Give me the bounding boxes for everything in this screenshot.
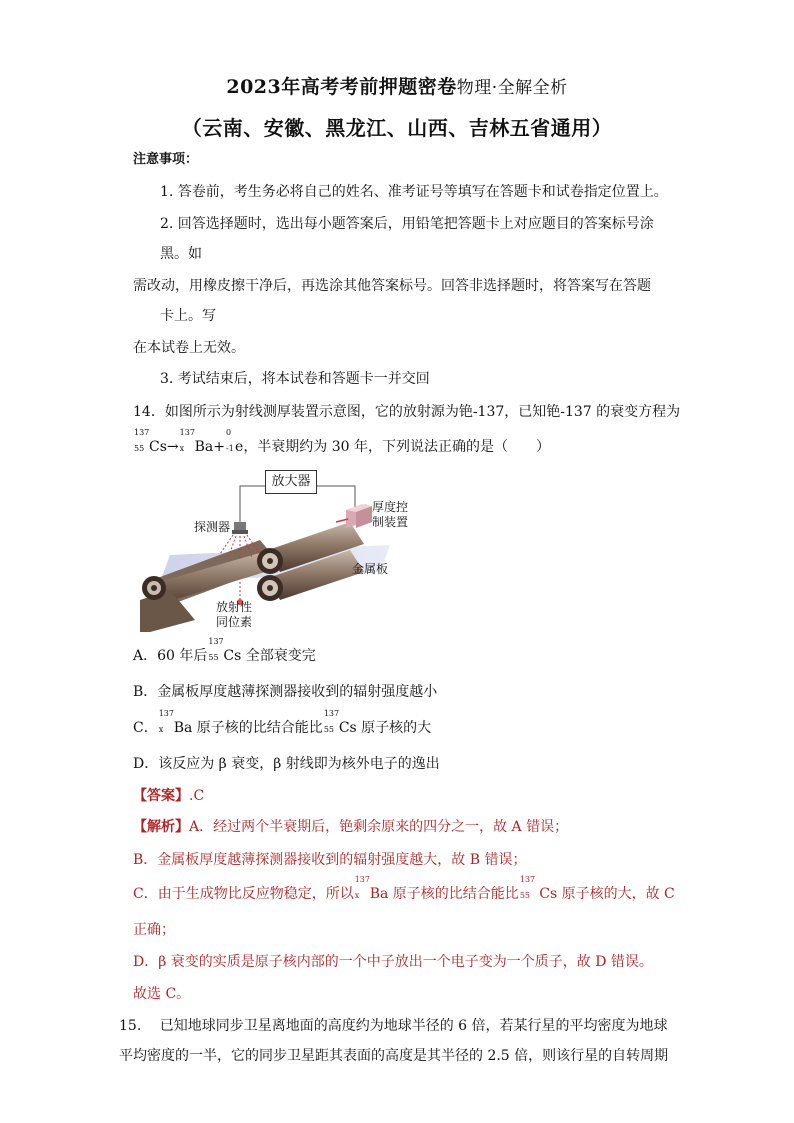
- source-label-1: 放射性: [216, 600, 253, 614]
- notice-item-3: 3. 考试结束后，将本试卷和答题卡一并交回: [160, 371, 430, 387]
- notice-item-2-cont2: 需改动，用橡皮擦干净后，再选涂其他答案标号。回答非选择题时，将答案写在答题: [133, 278, 651, 294]
- title-main: 2023年高考考前押题密卷: [226, 76, 457, 98]
- notice-item-2-cont3: 卡上。写: [160, 308, 216, 324]
- title-sub: 物理·全解全析: [456, 78, 568, 98]
- electron-symbol: 0 -1: [226, 428, 234, 453]
- option-c: C． 137 x Ba 原子核的比结合能比 137 55 Cs 原子核的大: [133, 709, 432, 736]
- cs-nuclide: 137 55: [134, 428, 150, 453]
- thickness-gauge-figure: [140, 460, 440, 640]
- notice-item-2-cont: 黑。如: [160, 246, 202, 262]
- analysis-b: B．金属板厚度越薄探测器接收到的辐射强度越大，故 B 错误；: [133, 852, 527, 868]
- q14-stem: 14．如图所示为射线测厚装置示意图，它的放射源为铯-137，已知铯-137 的衰变方程为: [133, 404, 681, 420]
- q15-line-1: 15. 已知地球同步卫星离地面的高度约为地球半径的 6 倍，若某行星的平均密度为地球: [119, 1018, 668, 1034]
- thickness-control-label-1: 厚度控: [372, 500, 409, 514]
- q15-line-2: 平均密度的一半，它的同步卫星距其表面的高度是其半径的 2.5 倍，则该行星的自转周期: [119, 1048, 669, 1064]
- amplifier-label: 放大器: [265, 470, 317, 494]
- source-label-2: 同位素: [216, 615, 253, 629]
- option-b: B．金属板厚度越薄探测器接收到的辐射强度越小: [133, 684, 438, 700]
- q14-equation: 137 55 Cs→ 137 x Ba+ 0 -1 e，半衰期约为 30 年，下列说法正确的是（ ）: [134, 428, 551, 455]
- metal-plate-label: 金属板: [352, 562, 389, 576]
- detector-label: 探测器: [194, 520, 231, 534]
- ba-nuclide: 137 x: [179, 428, 195, 453]
- answer: 【答案】.C: [133, 788, 205, 804]
- analysis-a: 【解析】A．经过两个半衰期后，铯剩余原来的四分之一，故 A 错误；: [133, 819, 569, 835]
- page-title: [0, 72, 794, 99]
- analysis-c-cont: 正确；: [133, 922, 175, 938]
- analysis-c: C．由于生成物比反应物稳定，所以 137 x Ba 原子核的比结合能比 137 55 Cs 原子核的大，故 C: [133, 875, 675, 902]
- notice-item-2-cont4: 在本试卷上无效。: [133, 340, 245, 356]
- option-d: D．该反应为 β 衰变，β 射线即为核外电子的逸出: [133, 756, 440, 772]
- notice-item-1: 1. 答卷前，考生务必将自己的姓名、准考证号等填写在答题卡和试卷指定位置上。: [160, 184, 668, 200]
- analysis-d: D．β 衰变的实质是原子核内部的一个中子放出一个电子变为一个质子，故 D 错误。: [133, 954, 653, 970]
- thickness-control-label-2: 制装置: [372, 515, 409, 529]
- notice-heading: 注意事项：: [133, 152, 199, 167]
- option-a: A．60 年后 137 55 Cs 全部衰变完: [133, 637, 316, 664]
- page-subtitle: （云南、安徽、黑龙江、山西、吉林五省通用）: [181, 116, 613, 140]
- conclusion: 故选 C。: [133, 986, 191, 1002]
- notice-item-2: 2. 回答选择题时，选出每小题答案后，用铅笔把答题卡上对应题目的答案标号涂: [160, 216, 654, 232]
